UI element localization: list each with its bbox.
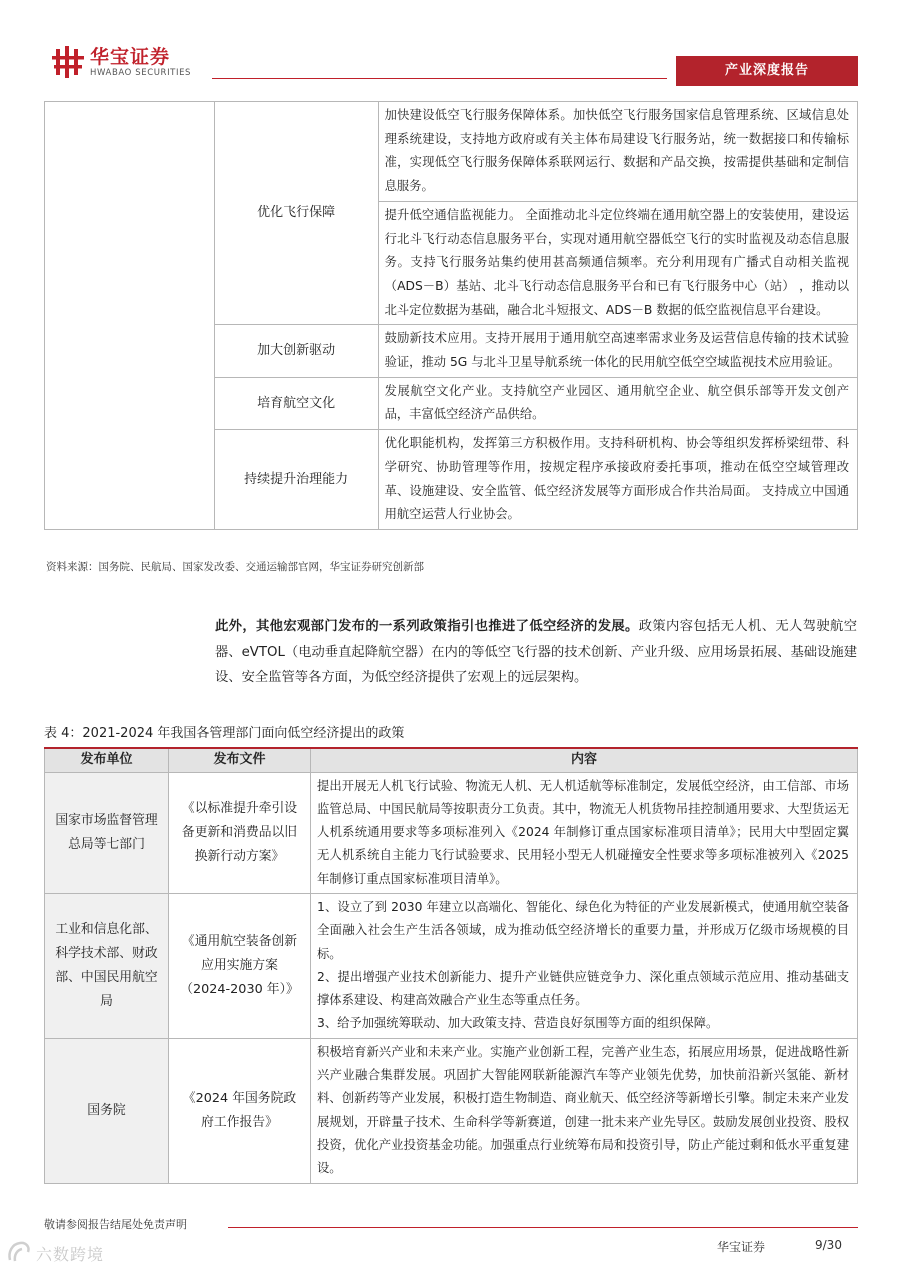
table-row xyxy=(45,1038,858,1183)
header-content: 内容 xyxy=(311,748,858,772)
document-cell: 《2024 年国务院政府工作报告》 xyxy=(169,1038,311,1183)
page-header xyxy=(0,0,900,100)
page-number: 9/30 xyxy=(815,1238,842,1252)
unit-cell: 国务院 xyxy=(45,1038,169,1183)
content-cell: 提出开展无人机飞行试验、物流无人机、无人机适航等标准制定，发展低空经济，由工信部、市场监管总局、中国民航局等按职责分工负责。其中，物流无人机货物吊挂控制通用要求、大型货运无人机系统通用要求等多项标准列入《2024 年制修订重点国家标准项目清单》；民用大中型固定翼无人机系统自主能力飞行试验要求、民用轻小型无人机碰撞安全性要求等多项标准被列入《2025 年制修订重点国家标准项目清单》。 xyxy=(311,772,858,893)
header-divider xyxy=(212,78,667,79)
paragraph-lead: 此外，其他宏观部门发布的一系列政策指引也推进了低空经济的发展。 xyxy=(215,619,639,634)
empty-cell xyxy=(45,102,215,530)
content-line: 2、提出增强产业技术创新能力、提升产业链供应链竞争力、深化重点领域示范应用、推动基础支撑体系建设、构建高效融合产业生态等重点任务。 xyxy=(317,969,849,1008)
table-header-row xyxy=(45,748,858,772)
company-logo xyxy=(52,46,212,82)
category-cell: 持续提升治理能力 xyxy=(214,430,378,530)
content-cell xyxy=(311,893,858,1038)
logo-english-name: HWABAO SECURITIES xyxy=(90,68,192,78)
footer-divider xyxy=(228,1227,858,1228)
unit-cell: 国家市场监督管理总局等七部门 xyxy=(45,772,169,893)
table-caption: 表 4：2021-2024 年我国各管理部门面向低空经济提出的政策 xyxy=(44,726,405,741)
document-cell: 《以标准提升牵引设备更新和消费品以旧换新行动方案》 xyxy=(169,772,311,893)
header-unit: 发布单位 xyxy=(45,748,169,772)
paragraph-text: 政策内容包括无人机、无人驾驶航空器、eVTOL（电动垂直起降航空器）在内的等低空飞行器的技术创新、产业升级、应用场景拓展、基础设施建设、安全监管等各方面，为低空经济提供了宏观上的远层架构。 xyxy=(215,619,858,686)
disclaimer-note: 敬请参阅报告结尾处免责声明 xyxy=(44,1218,187,1231)
table-row xyxy=(45,772,858,893)
content-line: 3、给予加强统筹联动、加大政策支持、营造良好氛围等方面的组织保障。 xyxy=(317,1016,719,1031)
table-row xyxy=(45,102,858,202)
report-type-badge: 产业深度报告 xyxy=(676,56,858,86)
content-cell: 加快建设低空飞行服务保障体系。加快低空飞行服务国家信息管理系统、区域信息处理系统建设，支持地方政府或有关主体布局建设飞行服务站，统一数据接口和传输标准，实现低空飞行服务保障体系联网运行、数据和产品交换，按需提供基础和定制信息服务。 xyxy=(378,102,857,202)
content-cell: 优化职能机构，发挥第三方积极作用。支持科研机构、协会等组织发挥桥梁纽带、科学研究、协助管理等作用，按规定程序承接政府委托事项，推动在低空空域管理改革、设施建设、安全监管、低空经济发展等方面形成合作共治局面。 支持成立中国通用航空运营人行业协会。 xyxy=(378,430,857,530)
category-cell: 优化飞行保障 xyxy=(214,102,378,325)
category-cell: 加大创新驱动 xyxy=(214,325,378,377)
policy-table-continued xyxy=(44,101,858,530)
content-cell: 鼓励新技术应用。支持开展用于通用航空高速率需求业务及运营信息传输的技术试验验证，推动 5G 与北斗卫星导航系统一体化的民用航空低空空域监视技术应用验证。 xyxy=(378,325,857,377)
watermark-logo-icon xyxy=(6,1240,32,1264)
body-paragraph xyxy=(215,614,857,691)
content-line: 1、设立了到 2030 年建立以高端化、智能化、绿色化为特征的产业发展新模式，使通用航空装备全面融入社会生产生活各领域，成为推动低空经济增长的重要力量，并形成万亿级市场规模的目标。 xyxy=(317,899,849,961)
watermark-text: 六数跨境 xyxy=(36,1245,105,1264)
category-cell: 培育航空文化 xyxy=(214,377,378,429)
hwabao-logo-icon xyxy=(52,46,86,78)
policy-table xyxy=(44,747,858,1184)
content-cell: 积极培育新兴产业和未来产业。实施产业创新工程，完善产业生态，拓展应用场景，促进战略性新兴产业融合集群发展。巩固扩大智能网联新能源汽车等产业领先优势，加快前沿新兴氢能、新材料、创新药等产业发展，积极打造生物制造、商业航天、低空经济等新增长引擎。制定未来产业发展规划，开辟量子技术、生命科学等新赛道，创建一批未来产业先导区。鼓励发展创业投资、股权投资，优化产业投资基金功能。加强重点行业统筹布局和投资引导，防止产能过剩和低水平重复建设。 xyxy=(311,1038,858,1183)
table-source-note: 资料来源：国务院、民航局、国家发改委、交通运输部官网，华宝证券研究创新部 xyxy=(46,561,424,573)
footer-brand: 华宝证券 xyxy=(717,1240,766,1254)
unit-cell: 工业和信息化部、科学技术部、财政部、中国民用航空局 xyxy=(45,893,169,1038)
logo-chinese-name: 华宝证券 xyxy=(90,46,171,68)
table-row xyxy=(45,893,858,1038)
header-document: 发布文件 xyxy=(169,748,311,772)
content-cell: 发展航空文化产业。支持航空产业园区、通用航空企业、航空俱乐部等开发文创产品，丰富低空经济产品供给。 xyxy=(378,377,857,429)
document-cell: 《通用航空装备创新应用实施方案（2024-2030 年）》 xyxy=(169,893,311,1038)
content-cell: 提升低空通信监视能力。 全面推动北斗定位终端在通用航空器上的安装使用，建设运行北斗飞行动态信息服务平台，实现对通用航空器低空飞行的实时监视及动态信息服务。支持飞行服务站集约使用甚高频通信频率。充分利用现有广播式自动相关监视（ADS－B）基站、北斗飞行动态信息服务平台和已有飞行服务中心（站） ，推动以北斗定位数据为基础，融合北斗短报文、ADS－B 数据的低空监视信息平台建设。 xyxy=(378,201,857,325)
